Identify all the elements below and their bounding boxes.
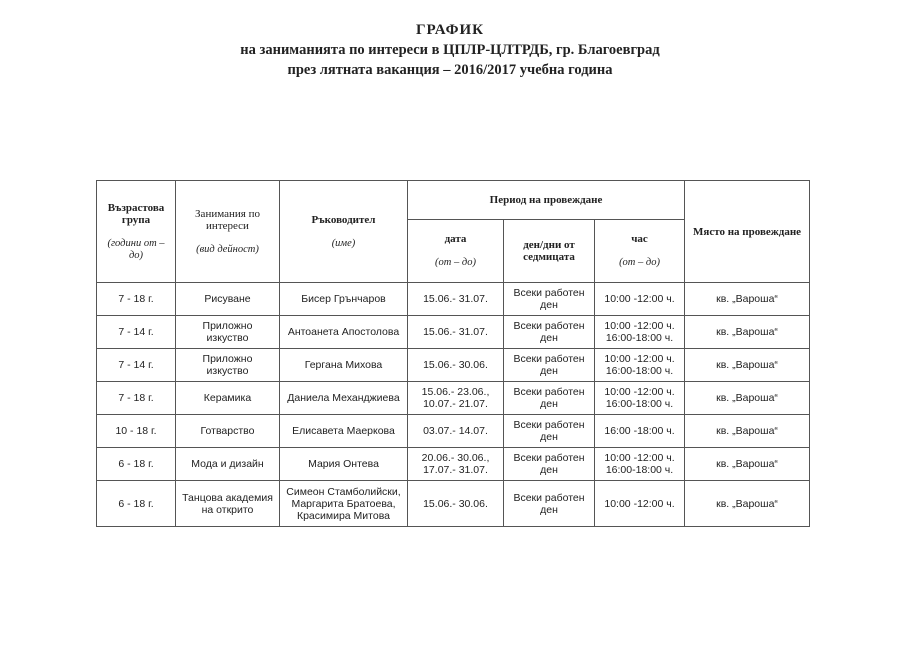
cell-activity: Рисуване <box>176 283 280 316</box>
header-age-group-label: Възрастова група <box>107 201 165 226</box>
cell-age: 7 - 14 г. <box>97 316 176 349</box>
table-row <box>97 349 810 382</box>
cell-activity: Керамика <box>176 382 280 415</box>
header-hour-sub: (от – до) <box>619 257 660 268</box>
header-date <box>408 220 504 283</box>
cell-date: 15.06.- 31.07. <box>408 316 504 349</box>
header-leader-label: Ръководител <box>311 213 376 226</box>
cell-age: 7 - 18 г. <box>97 283 176 316</box>
cell-date: 15.06.- 30.06. <box>408 349 504 382</box>
cell-age: 6 - 18 г. <box>97 448 176 481</box>
table-row <box>97 481 810 527</box>
cell-place: кв. „Вароша“ <box>685 415 810 448</box>
header-leader-sub: (име) <box>331 237 356 249</box>
document-subtitle-line1: на заниманията по интереси в ЦПЛР-ЦЛТРДБ, гр. Благоевград <box>240 42 660 58</box>
cell-hour: 10:00 -12:00 ч. 16:00-18:00 ч. <box>595 382 685 415</box>
header-age-group-sub: (години от – до) <box>107 237 165 261</box>
cell-date: 15.06.- 23.06., 10.07.- 21.07. <box>408 382 504 415</box>
header-period-label: Период на провеждане <box>489 194 603 206</box>
header-weekday-label: ден/дни от седмицата <box>523 239 575 263</box>
cell-leader: Гергана Михова <box>280 349 408 382</box>
cell-age: 7 - 14 г. <box>97 349 176 382</box>
cell-place: кв. „Вароша“ <box>685 382 810 415</box>
cell-weekday: Всеки работен ден <box>504 448 595 481</box>
cell-leader: Елисавета Маеркова <box>280 415 408 448</box>
cell-weekday: Всеки работен ден <box>504 382 595 415</box>
header-age-group <box>97 181 176 283</box>
header-period <box>408 181 685 220</box>
header-leader <box>280 181 408 283</box>
table-row <box>97 415 810 448</box>
cell-age: 7 - 18 г. <box>97 382 176 415</box>
table-row <box>97 448 810 481</box>
cell-activity: Мода и дизайн <box>176 448 280 481</box>
cell-leader: Даниела Механджиева <box>280 382 408 415</box>
cell-hour: 16:00 -18:00 ч. <box>595 415 685 448</box>
cell-activity: Приложно изкуство <box>176 316 280 349</box>
cell-weekday: Всеки работен ден <box>504 415 595 448</box>
cell-leader: Симеон Стамболийски, Маргарита Братоева, Красимира Митова <box>280 481 408 527</box>
table-header-row <box>97 181 810 220</box>
cell-hour: 10:00 -12:00 ч. 16:00-18:00 ч. <box>595 316 685 349</box>
table-row <box>97 382 810 415</box>
cell-age: 10 - 18 г. <box>97 415 176 448</box>
cell-leader: Бисер Грънчаров <box>280 283 408 316</box>
header-hour-label: час <box>631 233 648 245</box>
header-activity-sub: (вид дейност) <box>196 243 259 255</box>
cell-hour: 10:00 -12:00 ч. <box>595 283 685 316</box>
cell-hour: 10:00 -12:00 ч. 16:00-18:00 ч. <box>595 448 685 481</box>
header-activity-label: Занимания по интереси <box>195 207 260 232</box>
header-hour <box>595 220 685 283</box>
header-date-label: дата <box>444 233 467 245</box>
cell-age: 6 - 18 г. <box>97 481 176 527</box>
header-weekday <box>504 220 595 283</box>
cell-activity: Готварство <box>176 415 280 448</box>
header-activity <box>176 181 280 283</box>
cell-place: кв. „Вароша“ <box>685 448 810 481</box>
cell-weekday: Всеки работен ден <box>504 349 595 382</box>
cell-leader: Антоанета Апостолова <box>280 316 408 349</box>
cell-place: кв. „Вароша“ <box>685 283 810 316</box>
cell-hour: 10:00 -12:00 ч. <box>595 481 685 527</box>
cell-date: 15.06.- 31.07. <box>408 283 504 316</box>
cell-date: 20.06.- 30.06., 17.07.- 31.07. <box>408 448 504 481</box>
cell-weekday: Всеки работен ден <box>504 316 595 349</box>
cell-activity: Танцова академия на открито <box>176 481 280 527</box>
table-row <box>97 316 810 349</box>
header-date-sub: (от – до) <box>435 257 476 268</box>
cell-leader: Мария Онтева <box>280 448 408 481</box>
document-heading <box>0 20 900 80</box>
cell-weekday: Всеки работен ден <box>504 283 595 316</box>
table-row <box>97 283 810 316</box>
cell-weekday: Всеки работен ден <box>504 481 595 527</box>
cell-hour: 10:00 -12:00 ч. 16:00-18:00 ч. <box>595 349 685 382</box>
cell-place: кв. „Вароша“ <box>685 481 810 527</box>
cell-date: 03.07.- 14.07. <box>408 415 504 448</box>
document-title: ГРАФИК <box>415 22 485 38</box>
schedule-table <box>96 180 810 527</box>
cell-place: кв. „Вароша“ <box>685 316 810 349</box>
header-place <box>685 181 810 283</box>
document-subtitle-line2: през лятната ваканция – 2016/2017 учебна година <box>287 62 613 78</box>
header-place-label: Място на провеждане <box>692 225 802 238</box>
cell-place: кв. „Вароша“ <box>685 349 810 382</box>
cell-activity: Приложно изкуство <box>176 349 280 382</box>
cell-date: 15.06.- 30.06. <box>408 481 504 527</box>
